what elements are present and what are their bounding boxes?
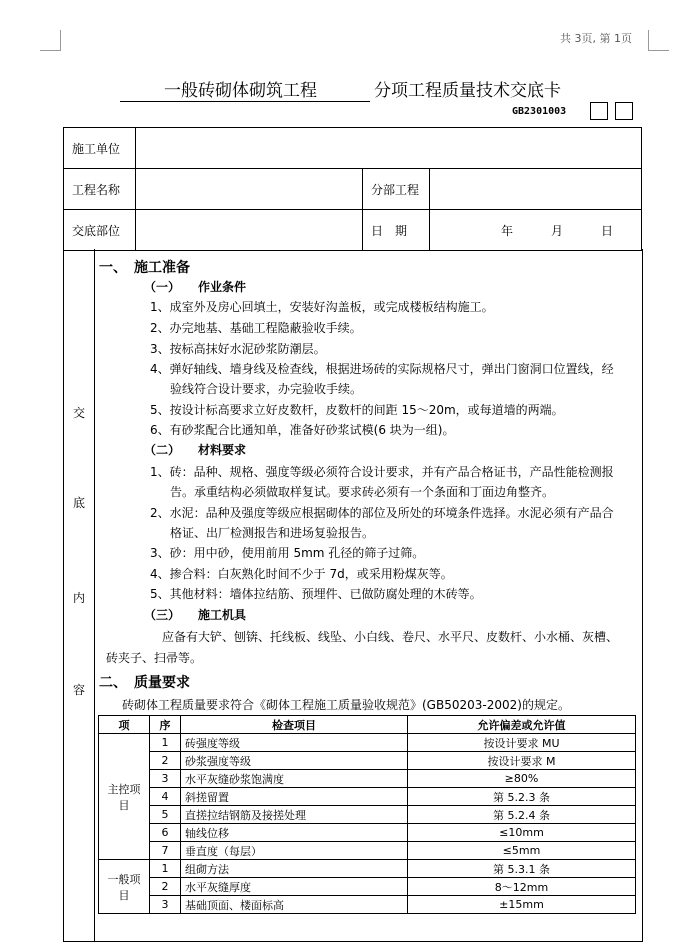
unit-label: 施工单位 [64,128,136,169]
cell: ≤5mm [408,842,636,860]
list-item: 1、砖：品种、规格、强度等级必须符合设计要求，并有产品合格证书，产品性能检测报 [150,465,614,479]
cell: 斜搓留置 [181,788,408,806]
list-item: 告。承重结构必须做取样复试。要求砖必须有一个条面和丁面边角整齐。 [170,485,555,499]
cell: 4 [150,788,181,806]
cell: 1 [150,734,181,752]
table-row [99,770,636,788]
table-row [99,734,636,752]
list-item: 5、其他材料：墙体拉结筋、预埋件、已做防腐处理的木砖等。 [150,587,482,601]
corner-mark-left [40,30,61,51]
unit-field[interactable] [136,128,642,169]
checkbox-2[interactable] [615,102,633,120]
section-1a-heading: （一） 作业条件 [144,280,247,294]
cell: 2 [150,752,181,770]
table-row [99,896,636,914]
table-row [99,824,636,842]
cell: 直搓拉结钢筋及接搓处理 [181,806,408,824]
subproject-field[interactable] [430,169,642,210]
group-label: 主控项目 [99,734,150,860]
cell: ±15mm [408,896,636,914]
cell: 组砌方法 [181,860,408,878]
project-label: 工程名称 [64,169,136,210]
col-header: 项 [99,716,150,734]
cell: 基础顶面、楼面标高 [181,896,408,914]
cell: ≥80% [408,770,636,788]
location-field[interactable] [136,210,363,251]
list-item: 4、弹好轴线、墙身线及检查线，根据进场砖的实际规格尺寸，弹出门窗洞口位置线，经 [150,362,614,376]
doc-title [120,76,561,102]
col-header: 检查项目 [181,716,408,734]
checkbox-1[interactable] [590,102,608,120]
table-row [99,842,636,860]
date-field[interactable] [430,210,642,251]
cell: 第 5.2.3 条 [408,788,636,806]
cell: 砖强度等级 [181,734,408,752]
list-item: 5、按设计标高要求立好皮数杆，皮数杆的间距 15～20m，或每道墙的两端。 [150,403,564,417]
doc-code: GB2301003 [512,106,567,117]
section-1c-heading: （三） 施工机具 [144,608,247,622]
list-item: 3、砂：用中砂，使用前用 5mm 孔径的筛子过筛。 [150,546,425,560]
date-day: 日 [600,223,613,238]
col-header: 允许偏差或允许值 [408,716,636,734]
list-item: 格证、出厂检测报告和进场复验报告。 [170,526,375,540]
side-label-column [63,249,95,942]
subproject-label: 分部工程 [363,169,430,210]
cell: 6 [150,824,181,842]
side-char-4: 容 [73,683,86,697]
cell: 2 [150,878,181,896]
cell: 1 [150,860,181,878]
list-item: 2、办完地基、基础工程隐蔽验收手续。 [150,321,362,335]
date-year: 年 [500,223,513,238]
table-row [99,878,636,896]
group-label: 一般项目 [99,860,150,914]
cell: 垂直度（每层） [181,842,408,860]
section-1-heading: 一、 施工准备 [99,260,190,276]
side-char-1: 交 [73,406,86,420]
list-item: 3、按标高抹好水泥砂浆防潮层。 [150,342,326,356]
cell: 按设计要求 M [408,752,636,770]
table-row [99,806,636,824]
location-label: 交底部位 [64,210,136,251]
side-char-2: 底 [73,496,86,510]
section-2-heading: 二、 质量要求 [99,675,190,691]
table-row [99,860,636,878]
project-field[interactable] [136,169,363,210]
section-2-text: 砖砌体工程质量要求符合《砌体工程施工质量验收规范》(GB50203-2002)的规定。 [122,698,570,712]
cell: 5 [150,806,181,824]
col-header: 序 [150,716,181,734]
title-part2: 分项工程质量技术交底卡 [374,81,561,101]
side-char-3: 内 [73,591,86,605]
cell: 第 5.3.1 条 [408,860,636,878]
table-row [99,752,636,770]
date-label: 日 期 [363,210,430,251]
section-1b-heading: （二） 材料要求 [144,443,247,457]
quality-table [98,715,636,914]
tools-text-2: 砖夹子、扫帚等。 [106,651,203,665]
table-row [99,788,636,806]
corner-mark-right [648,30,669,51]
cell: 7 [150,842,181,860]
cell: 砂浆强度等级 [181,752,408,770]
cell: 水平灰缝砂浆饱满度 [181,770,408,788]
title-part1: 一般砖砌体砌筑工程 [120,76,370,102]
cell: 按设计要求 MU [408,734,636,752]
list-item: 验线符合设计要求，办完验收手续。 [170,382,363,396]
date-month: 月 [550,223,563,238]
page-info: 共 3页, 第 1页 [560,32,632,45]
cell: 水平灰缝厚度 [181,878,408,896]
list-item: 1、成室外及房心回填土，安装好沟盖板，或完成楼板结构施工。 [150,300,494,314]
header-form [63,127,642,251]
list-item: 2、水泥：品种及强度等级应根据砌体的部位及所处的环境条件选择。水泥必须有产品合 [150,506,614,520]
cell: 3 [150,770,181,788]
list-item: 4、掺合料：白灰熟化时间不少于 7d，或采用粉煤灰等。 [150,567,453,581]
cell: 轴线位移 [181,824,408,842]
cell: 3 [150,896,181,914]
list-item: 6、有砂浆配合比通知单，准备好砂浆试模(6 块为一组)。 [150,423,455,437]
cell: ≤10mm [408,824,636,842]
cell: 8～12mm [408,878,636,896]
tools-text-1: 应备有大铲、刨锛、托线板、线坠、小白线、卷尺、水平尺、皮数杆、小水桶、灰槽、 [162,630,619,644]
cell: 第 5.2.4 条 [408,806,636,824]
